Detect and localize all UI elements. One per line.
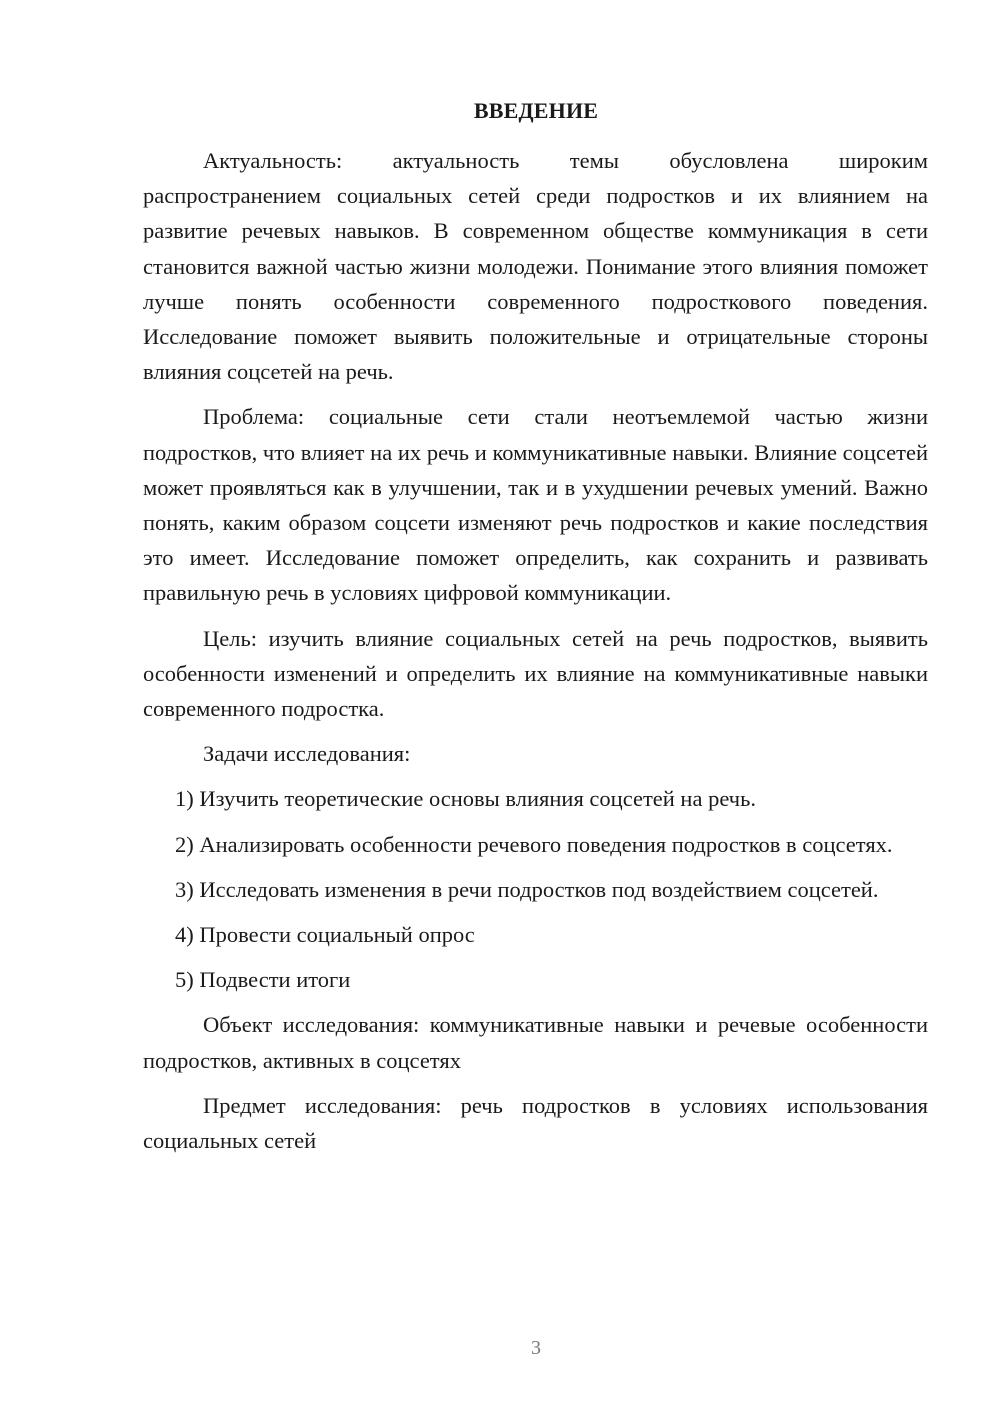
paragraph-object: Объект исследования: коммуникативные навыки и речевые особенности подростков, активных в соцсетях — [143, 1012, 928, 1073]
task-item-3: 3) Исследовать изменения в речи подростков под воздействием соцсетей. — [175, 876, 879, 902]
task-item-2: 2) Анализировать особенности речевого поведения подростков в соцсетях. — [175, 831, 893, 857]
paragraph-goal: Цель: изучить влияние социальных сетей на речь подростков, выявить особенности изменений и определить их влияние на коммуникативные навыки современного подростка. — [143, 625, 928, 722]
document-body — [143, 143, 928, 1158]
task-item-4: 4) Провести социальный опрос — [175, 922, 475, 948]
tasks-label: Задачи исследования: — [203, 741, 411, 767]
task-item-1: 1) Изучить теоретические основы влияния соцсетей на речь. — [175, 786, 756, 812]
paragraph-subject: Предмет исследования: речь подростков в условиях использования социальных сетей — [143, 1092, 928, 1154]
paragraph-relevance: Актуальность: актуальность темы обусловлена широким распространением социальных сетей среди подростков и их влиянием на развитие речевых навыков. В современном обществе коммуникация в сети становится важной частью жизни молодежи. Понимание этого влияния поможет лучше понять особенности современного подросткового поведения. Исследование поможет выявить положительные и отрицательные стороны влияния соцсетей на речь. — [143, 148, 928, 385]
page-title: ВВЕДЕНИЕ — [473, 98, 599, 123]
task-item-5: 5) Подвести итоги — [175, 967, 351, 993]
paragraph-problem: Проблема: социальные сети стали неотъемлемой частью жизни подростков, что влияет на их речь и коммуникативные навыки. Влияние соцсетей может проявляться как в улучшении, так и в ухудшении речевых умений. Важно понять, каким образом соцсети изменяют речь подростков и какие последствия это имеет. Исследование поможет определить, как сохранить и развивать правильную речь в условиях цифровой коммуникации. — [143, 404, 928, 606]
page-number: 3 — [531, 1337, 541, 1359]
